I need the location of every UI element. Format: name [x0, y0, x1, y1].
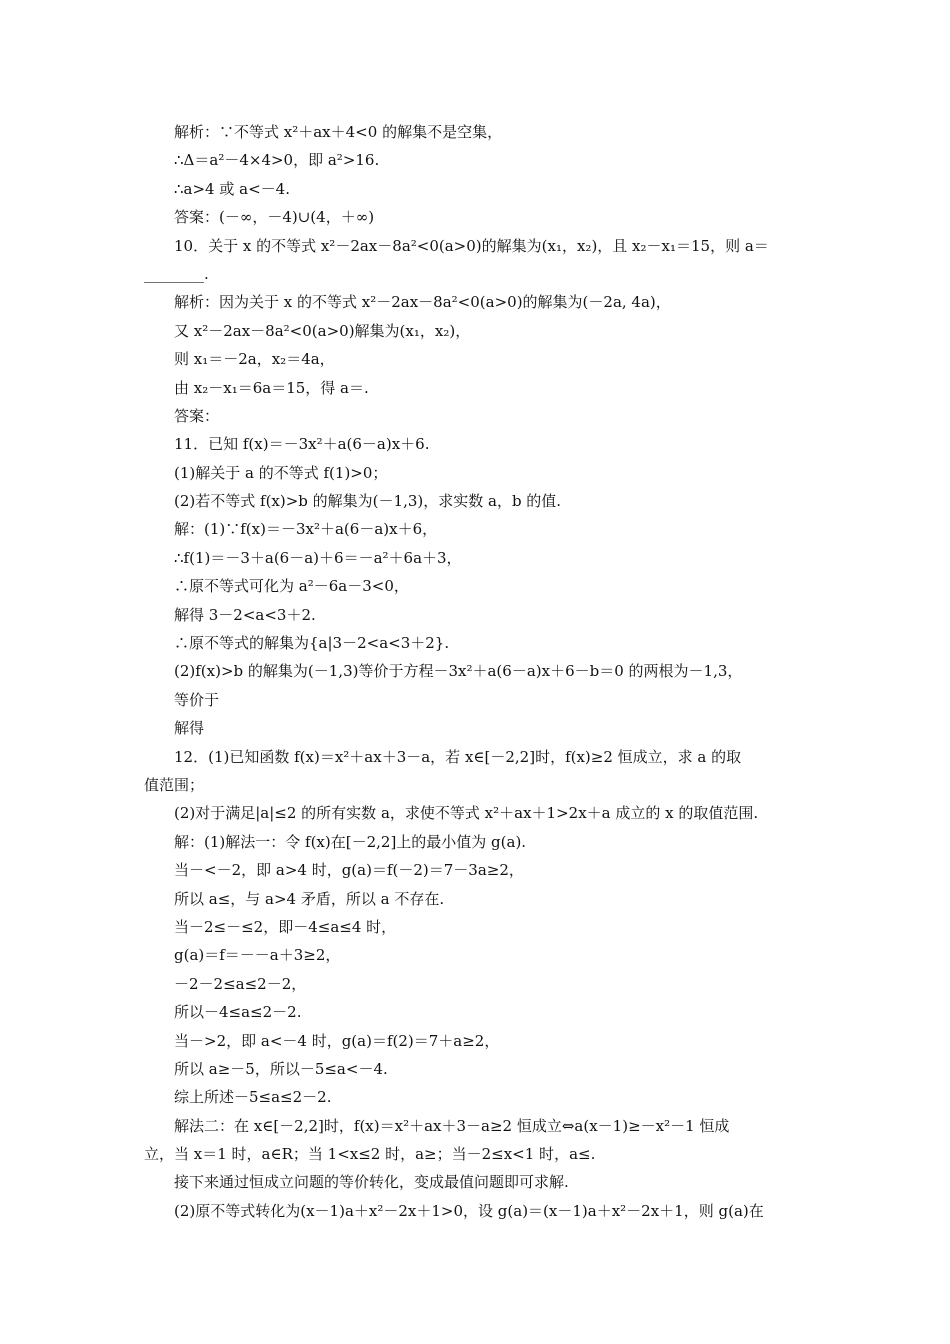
text-line: ________. [144, 264, 209, 283]
text-line: －2－2≤a≤2－2， [174, 974, 307, 993]
text-line: 所以 a≥－5，所以－5≤a<－4. [174, 1059, 388, 1078]
text-line: 答案：(－∞，－4)∪(4，＋∞) [174, 208, 375, 227]
text-line: 答案： [174, 406, 220, 425]
text-line: 值范围； [144, 775, 205, 794]
text-line: 11．已知 f(x)＝－3x²＋a(6－a)x＋6. [174, 435, 430, 454]
document-page [144, 118, 806, 1225]
text-line: (2)对于满足|a|≤2 的所有实数 a，求使不等式 x²＋ax＋1>2x＋a 成立的 x 的取值范围. [174, 804, 759, 823]
text-line: 12．(1)已知函数 f(x)＝x²＋ax＋3－a，若 x∈[－2,2]时，f(x)≥2 恒成立，求 a 的取 [174, 747, 742, 766]
text-line: 解得 3－2<a<3＋2. [174, 605, 316, 624]
text-line: 又 x²－2ax－8a²<0(a>0)解集为(x₁，x₂)， [174, 321, 471, 340]
text-line: (1)解关于 a 的不等式 f(1)>0； [174, 463, 388, 482]
text-line: 综上所述－5≤a≤2－2. [174, 1088, 332, 1107]
text-line: 由 x₂－x₁＝6a＝15，得 a＝. [174, 378, 369, 397]
text-line: 等价于 [174, 690, 220, 709]
text-line: (2)f(x)>b 的解集为(－1,3)等价于方程－3x²＋a(6－a)x＋6－b＝0 的两根为－1,3， [174, 662, 743, 681]
text-line: 则 x₁＝－2a，x₂＝4a， [174, 350, 335, 369]
text-line: 立，当 x＝1 时，a∈R；当 1<x≤2 时，a≥；当－2≤x<1 时，a≤. [144, 1145, 596, 1164]
text-line: ∴原不等式可化为 a²－6a－3<0， [174, 577, 409, 596]
text-line: (2)原不等式转化为(x－1)a＋x²－2x＋1>0，设 g(a)＝(x－1)a＋x²－2x＋1，则 g(a)在 [174, 1201, 764, 1220]
text-line: 当－<－2，即 a>4 时，g(a)＝f(－2)＝7－3a≥2， [174, 861, 524, 880]
text-line: 解析：∵不等式 x²＋ax＋4<0 的解集不是空集， [174, 123, 503, 141]
text-line: 所以 a≤，与 a>4 矛盾，所以 a 不存在. [174, 889, 445, 908]
text-line: 解析：因为关于 x 的不等式 x²－2ax－8a²<0(a>0)的解集为(－2a, 4a)， [174, 293, 671, 312]
text-line: ∴f(1)＝－3＋a(6－a)＋6＝－a²＋6a＋3， [174, 548, 462, 567]
text-line: 解得 [174, 719, 205, 738]
text-line: 解：(1)解法一：令 f(x)在[－2,2]上的最小值为 g(a). [174, 832, 527, 851]
text-line: g(a)＝f＝－－a＋3≥2， [174, 946, 341, 965]
text-line: ∴a>4 或 a<－4. [174, 179, 290, 198]
text-line: 10．关于 x 的不等式 x²－2ax－8a²<0(a>0)的解集为(x₁，x₂)，且 x₂－x₁＝15，则 a＝ [174, 236, 769, 255]
text-line: ∴Δ＝a²－4×4>0，即 a²>16. [174, 151, 380, 170]
text-line: (2)若不等式 f(x)>b 的解集为(－1,3)，求实数 a，b 的值. [174, 492, 562, 511]
text-line: ∴原不等式的解集为{a|3－2<a<3＋2}. [174, 634, 450, 653]
text-line: 接下来通过恒成立问题的等价转化，变成最值问题即可求解. [174, 1173, 569, 1192]
text-line: 解法二：在 x∈[－2,2]时，f(x)＝x²＋ax＋3－a≥2 恒成立⇔a(x－1)≥－x²－1 恒成 [174, 1116, 730, 1135]
text-line: 所以－4≤a≤2－2. [174, 1003, 302, 1022]
text-line: 当－>2，即 a<－4 时，g(a)＝f(2)＝7＋a≥2， [174, 1031, 500, 1050]
text-line: 解：(1)∵f(x)＝－3x²＋a(6－a)x＋6， [174, 520, 438, 539]
text-line: 当－2≤－≤2，即－4≤a≤4 时， [174, 917, 397, 936]
